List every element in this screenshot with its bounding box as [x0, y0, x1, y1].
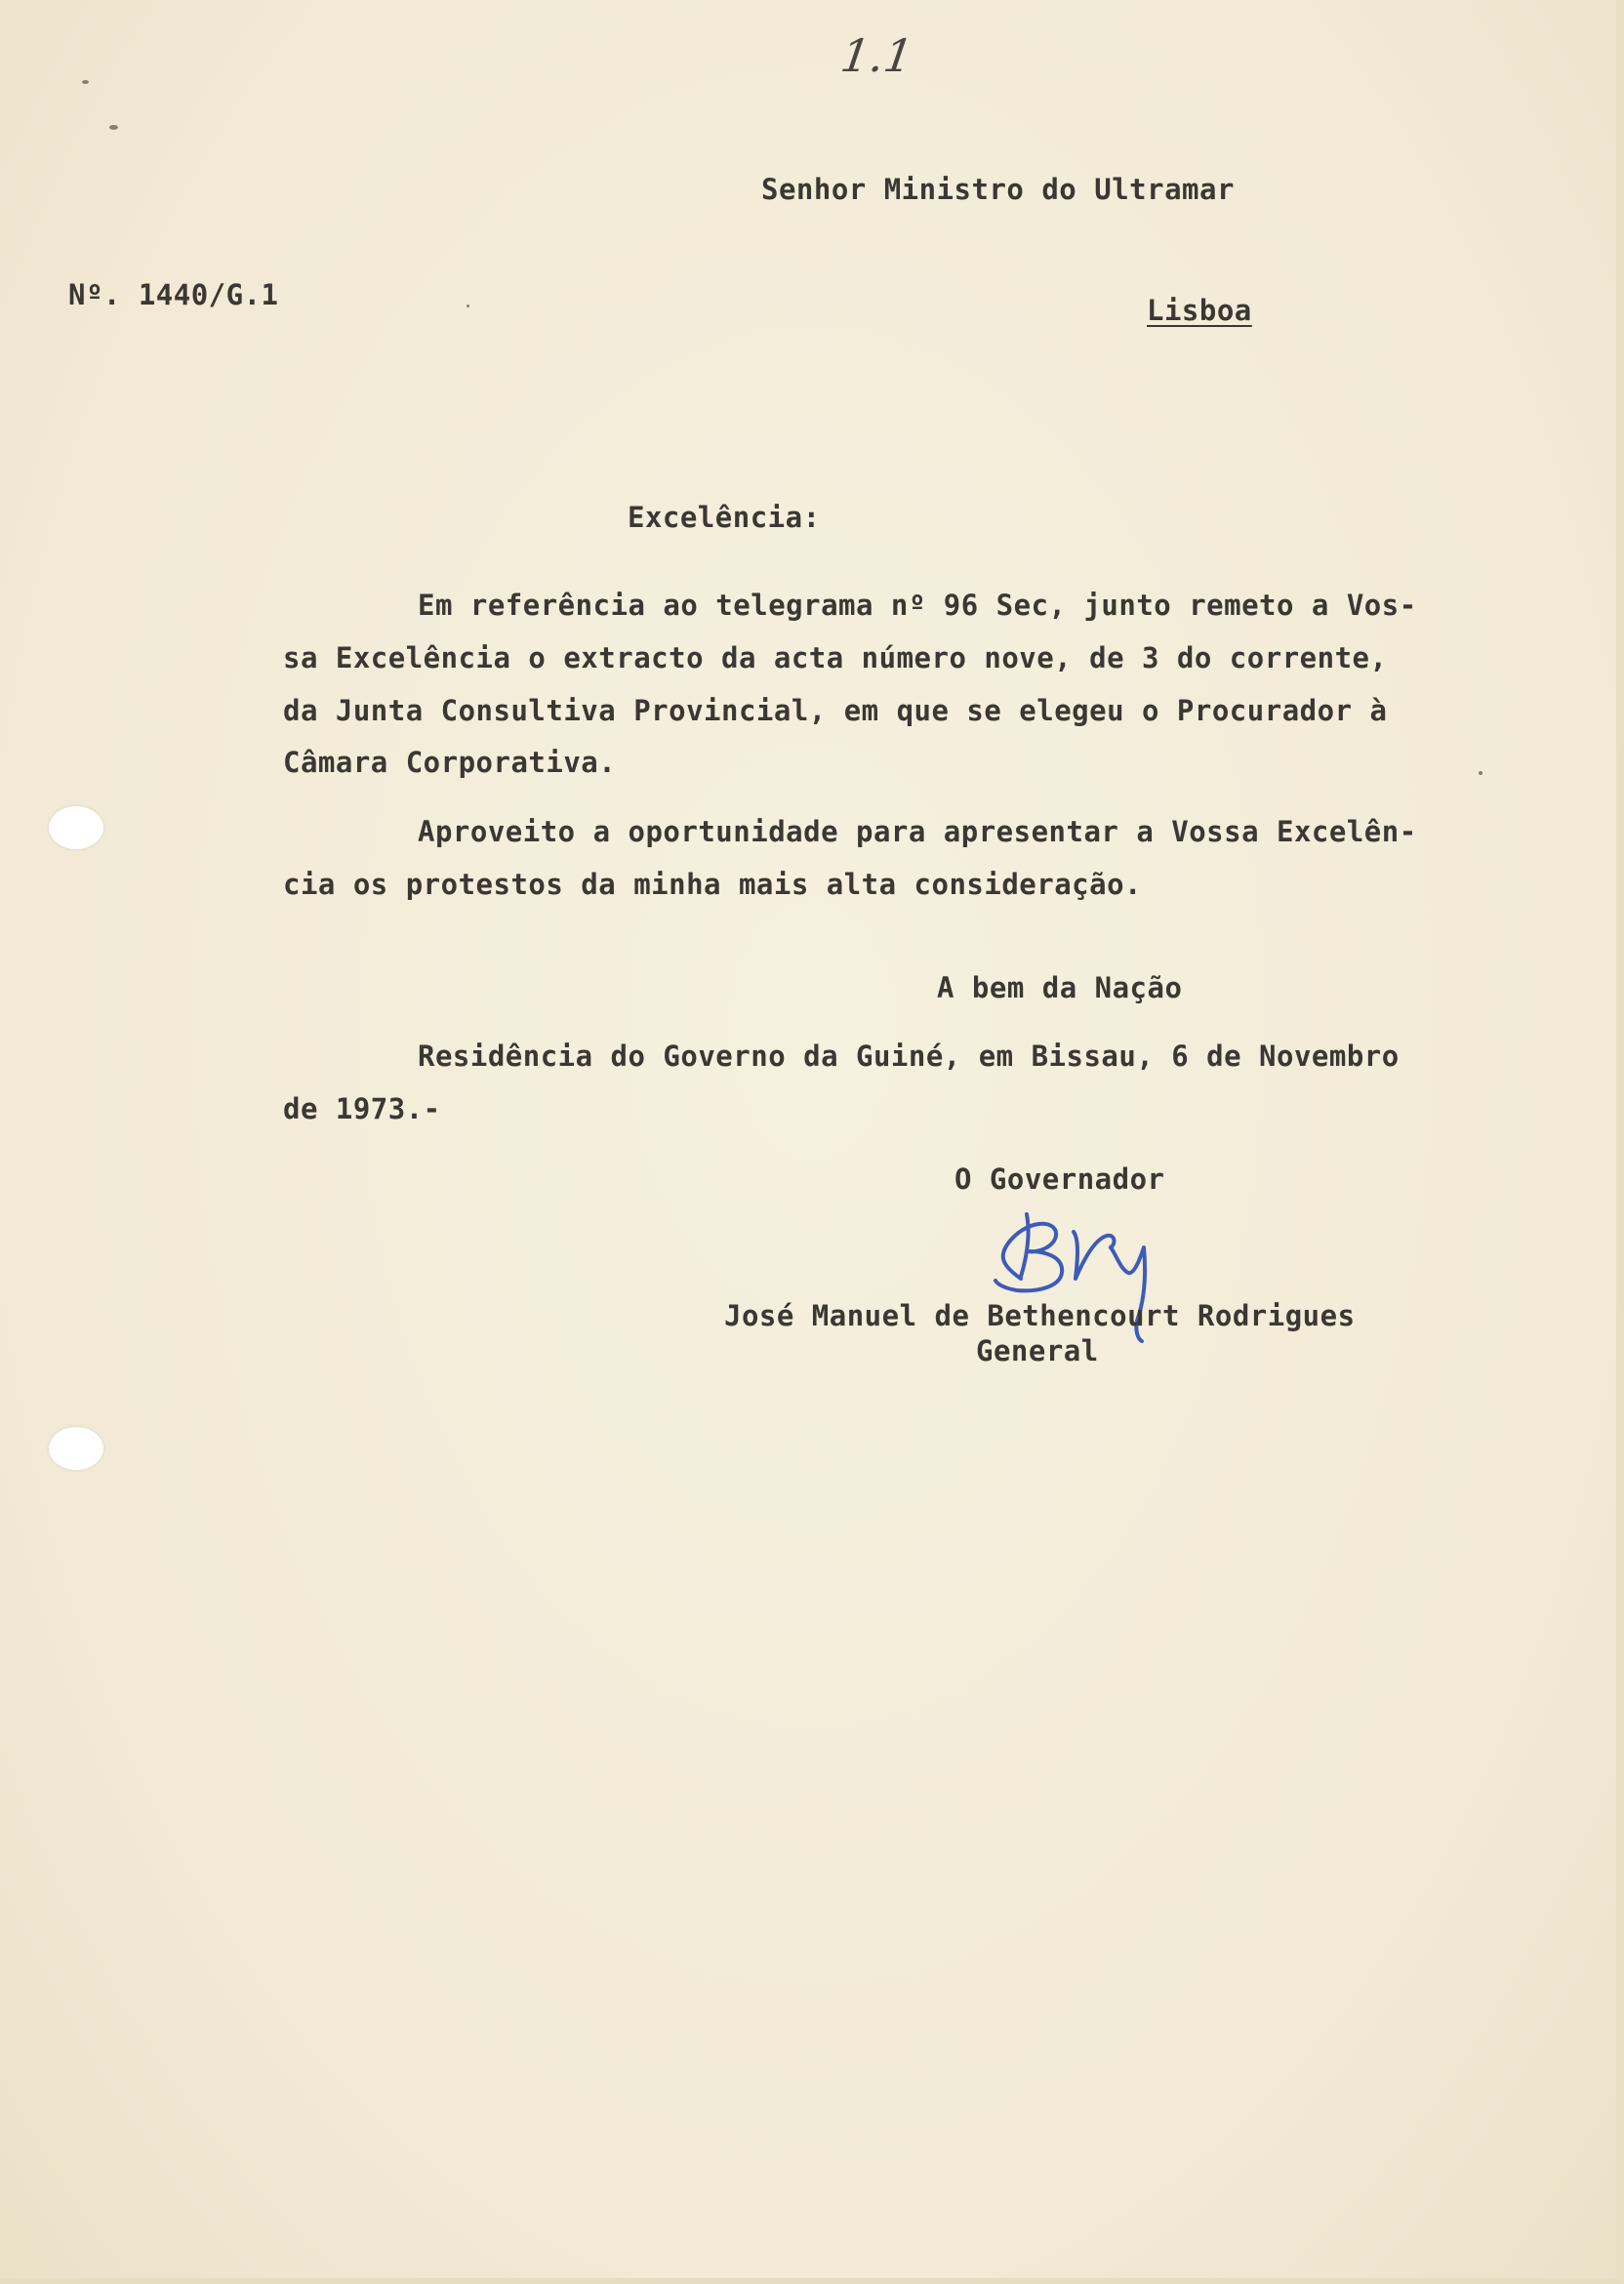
reference-number: Nº. 1440/G.1	[68, 278, 279, 311]
paper-speck	[467, 305, 469, 307]
paper-speck	[82, 80, 89, 84]
signer-title: O Governador	[954, 1162, 1165, 1196]
paper-speck	[1479, 771, 1482, 775]
body-line: cia os protestos da minha mais alta consideração.	[283, 868, 1143, 901]
place-date-line: de 1973.-	[283, 1092, 441, 1125]
closing-formula: A bem da Nação	[937, 971, 1183, 1004]
signer-rank: General	[976, 1334, 1099, 1367]
addressee: Senhor Ministro do Ultramar	[761, 173, 1235, 206]
paper-speck	[109, 125, 118, 130]
punch-hole-lower	[49, 1427, 103, 1470]
archive-folio-mark: 1.1	[837, 29, 916, 82]
body-line: sa Excelência o extracto da acta número nove, de 3 do corrente,	[283, 641, 1388, 674]
signer-name: José Manuel de Bethencourt Rodrigues	[724, 1299, 1356, 1332]
city: Lisboa	[1147, 294, 1252, 327]
place-date-line: Residência do Governo da Guiné, em Bissau, 6 de Novembro	[418, 1040, 1400, 1073]
body-line: Aproveito a oportunidade para apresentar a Vossa Excelên-	[418, 815, 1417, 848]
body-line: da Junta Consultiva Provincial, em que se elegeu o Procurador à	[283, 694, 1388, 727]
body-line: Câmara Corporativa.	[283, 746, 617, 779]
salutation: Excelência:	[628, 501, 821, 534]
punch-hole-upper	[49, 806, 103, 849]
body-line: Em referência ao telegrama nº 96 Sec, junto remeto a Vos-	[418, 589, 1417, 622]
